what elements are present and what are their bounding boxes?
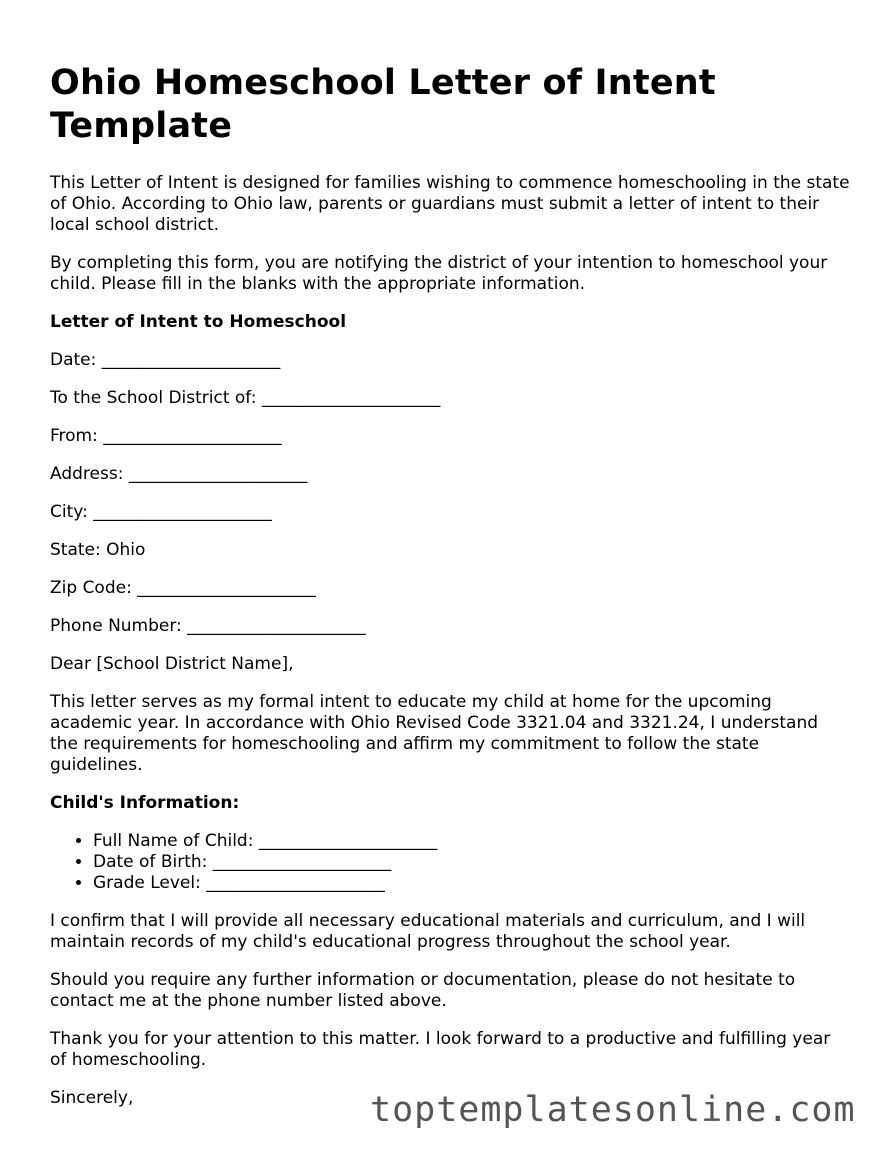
intent-paragraph: This letter serves as my formal intent to educate my child at home for the upcoming academic year. In accordance with Ohio Revised Code 3321.04 and 3321.24, I understand the requirements for homeschooling and affirm my commitment to follow the state guidelines. (50, 692, 819, 775)
intro-paragraph-2: By completing this form, you are notifying the district of your intention to homeschool your child. Please fill in the blanks with the appropriate information. (50, 253, 828, 294)
child-name-field: • Full Name of Child: _____________________ (93, 831, 850, 852)
date-field: Date: _____________________ (50, 350, 281, 370)
child-dob-field: • Date of Birth: _____________________ (93, 852, 850, 873)
city-field: City: _____________________ (50, 502, 272, 522)
state-field: State: Ohio (50, 540, 146, 560)
document-page (50, 62, 850, 1126)
contact-paragraph: Should you require any further information or documentation, please do not hesitate to contact me at the phone number listed above. (50, 970, 796, 1011)
address-field: Address: _____________________ (50, 464, 308, 484)
intro-paragraph-1: This Letter of Intent is designed for families wishing to commence homeschooling in the state of Ohio. According to Ohio law, parents or guardians must submit a letter of intent to their local school district. (50, 173, 850, 235)
watermark: toptemplatesonline.com (370, 1090, 856, 1130)
from-field: From: _____________________ (50, 426, 282, 446)
letter-heading: Letter of Intent to Homeschool (50, 312, 347, 332)
phone-number-field: Phone Number: _____________________ (50, 616, 366, 636)
salutation: Dear [School District Name], (50, 654, 294, 674)
child-info-list (50, 831, 850, 894)
zip-code-field: Zip Code: _____________________ (50, 578, 316, 598)
page-title: Ohio Homeschool Letter of Intent Template (50, 63, 716, 146)
signoff: Sincerely, (50, 1088, 134, 1108)
school-district-field: To the School District of: _____________________ (50, 388, 441, 408)
child-info-heading: Child's Information: (50, 793, 240, 813)
confirm-paragraph: I confirm that I will provide all necessary educational materials and curriculum, and I will maintain records of my child's educational progress throughout the school year. (50, 911, 806, 952)
thanks-paragraph: Thank you for your attention to this matter. I look forward to a productive and fulfilling year of homeschooling. (50, 1029, 831, 1070)
child-grade-field: • Grade Level: _____________________ (93, 873, 850, 894)
